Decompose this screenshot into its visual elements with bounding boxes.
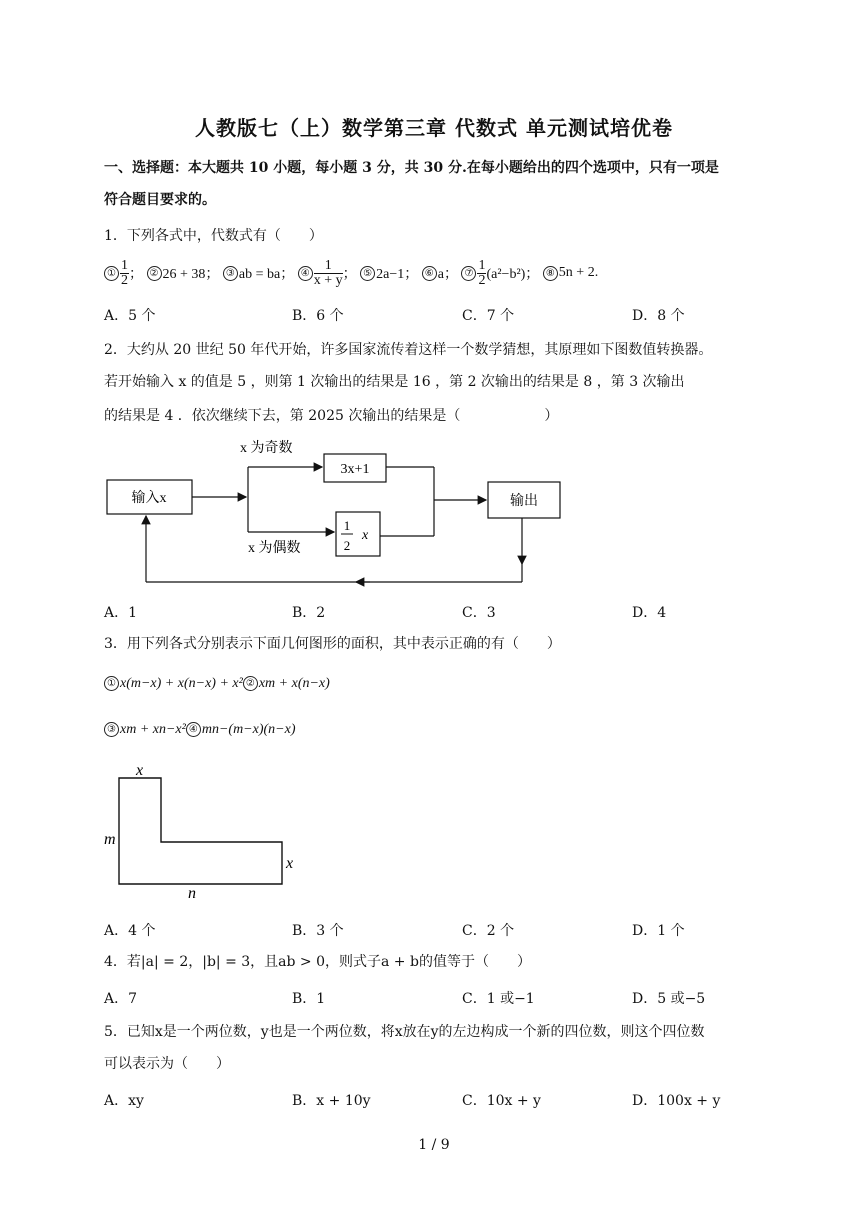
even-label: x 为偶数: [248, 541, 301, 556]
q3-option-a[interactable]: A．4 个: [104, 923, 156, 939]
q1-item-1-marker: ①: [104, 266, 119, 281]
q1-option-d[interactable]: D．8 个: [632, 308, 685, 324]
q3-option-c[interactable]: C．2 个: [462, 923, 515, 939]
q3-expressions-line2: [104, 722, 295, 738]
q5-option-c[interactable]: C．10x + y: [462, 1093, 541, 1109]
q1-item-2: 26 + 38；: [162, 267, 220, 282]
q1-item-6: a；: [437, 267, 458, 282]
q3-expr-3-marker: ③: [104, 722, 119, 737]
even-op-variable: x: [362, 528, 369, 543]
label-left-m: m: [104, 831, 116, 848]
q2-option-b[interactable]: B．2: [292, 605, 326, 621]
q1-item-4-marker: ④: [298, 266, 313, 281]
q1-item-6-marker: ⑥: [422, 266, 437, 281]
q5-option-a[interactable]: A．xy: [104, 1093, 144, 1109]
even-op-denominator: 2: [343, 538, 351, 553]
q3-stem: 3．用下列各式分别表示下面几何图形的面积，其中表示正确的有（ ）: [104, 636, 561, 652]
q1-item-1-sep: ；: [129, 267, 143, 282]
q5-stem-line2: 可以表示为（ ）: [104, 1056, 230, 1072]
q4-stem: 4．若|a| = 2，|b| = 3，且ab > 0，则式子a + b的值等于（ ）: [104, 954, 531, 970]
q1-items: [104, 255, 598, 291]
q1-option-c[interactable]: C．7 个: [462, 308, 515, 324]
q3-expr-2-marker: ②: [243, 676, 258, 691]
q1-item-4-sep: ；: [342, 267, 357, 282]
q2-stem-line1: 2．大约从 20 世纪 50 年代开始，许多国家流传着这样一个数学猜想，其原理如下图数值转换器。: [104, 342, 713, 358]
q3-l-shape-figure: [100, 758, 310, 903]
page-title: 人教版七（上）数学第三章 代数式 单元测试培优卷: [195, 116, 673, 140]
q2-stem-line3: 的结果是 4 ．依次继续下去，第 2025 次输出的结果是（ ）: [104, 408, 559, 424]
q1-item-5: 2a−1；: [376, 267, 419, 282]
q2-option-d[interactable]: D．4: [632, 605, 667, 621]
q5-option-d[interactable]: D．100x + y: [632, 1093, 721, 1109]
q1-item-7-marker: ⑦: [461, 266, 476, 281]
q1-option-a[interactable]: A．5 个: [104, 308, 156, 324]
q3-expr-4: mn−(m−x)(n−x): [201, 722, 296, 737]
q1-stem: 1．下列各式中，代数式有（ ）: [104, 228, 323, 244]
q1-item-1-fraction: $\frac{1}{2}$: [121, 257, 128, 288]
odd-label: x 为奇数: [240, 441, 293, 456]
q1-option-b[interactable]: B．6 个: [292, 308, 344, 324]
q3-option-d[interactable]: D．1 个: [632, 923, 685, 939]
label-bottom-n: n: [188, 885, 196, 902]
q3-expr-1-marker: ①: [104, 676, 119, 691]
q1-item-5-marker: ⑤: [360, 266, 375, 281]
q2-option-c[interactable]: C．3: [462, 605, 496, 621]
q3-expr-1: x(m−x) + x(n−x) + x²: [120, 676, 243, 691]
q2-flow-diagram: [100, 432, 570, 592]
q1-item-7-fraction: $\frac{1}{2}$: [478, 257, 486, 288]
label-right-x: x: [286, 855, 294, 872]
q4-option-b[interactable]: B．1: [292, 991, 326, 1007]
odd-op-label: 3x+1: [340, 462, 370, 477]
even-op-numerator: 1: [343, 518, 351, 533]
q5-option-b[interactable]: B．x + 10y: [292, 1093, 371, 1109]
q1-item-8-marker: ⑧: [543, 266, 558, 281]
q2-stem-line2: 若开始输入 x 的值是 5 ，则第 1 次输出的结果是 16 ，第 2 次输出的结果是 8 ，第 3 次输出: [104, 374, 685, 390]
q1-item-8: 5n + 2.: [558, 265, 599, 280]
q1-item-3-marker: ③: [223, 266, 238, 281]
q1-item-2-marker: ②: [147, 266, 162, 281]
section-heading-line1: 一、选择题：本大题共 10 小题，每小题 3 分，共 30 分.在每小题给出的四个选项中，只有一项是: [104, 160, 719, 176]
q5-stem-line1: 5．已知x是一个两位数，y也是一个两位数，将x放在y的左边构成一个新的四位数，则这个四位数: [104, 1024, 705, 1040]
input-label: 输入x: [131, 491, 167, 506]
q3-expr-4-marker: ④: [186, 722, 201, 737]
label-top-x: x: [136, 762, 144, 779]
section-heading-line2: 符合题目要求的。: [104, 192, 216, 208]
q4-option-c[interactable]: C．1 或−1: [462, 991, 535, 1007]
q3-option-b[interactable]: B．3 个: [292, 923, 344, 939]
q1-item-3: ab = ba；: [238, 267, 295, 282]
q4-option-d[interactable]: D．5 或−5: [632, 991, 706, 1007]
q4-option-a[interactable]: A．7: [104, 991, 138, 1007]
q2-option-a[interactable]: A．1: [104, 605, 138, 621]
q1-item-4-fraction: $\frac{1}{x + y}$: [313, 257, 343, 288]
q3-expr-3: xm + xn−x²: [120, 722, 186, 737]
output-label: 输出: [510, 494, 538, 509]
l-shape-outline: [119, 778, 282, 884]
q1-item-7: (a²−b²)；: [486, 267, 540, 282]
q3-expressions-line1: [104, 676, 330, 692]
page-number: 1 / 9: [418, 1137, 450, 1153]
q3-expr-2: xm + x(n−x): [258, 676, 330, 691]
